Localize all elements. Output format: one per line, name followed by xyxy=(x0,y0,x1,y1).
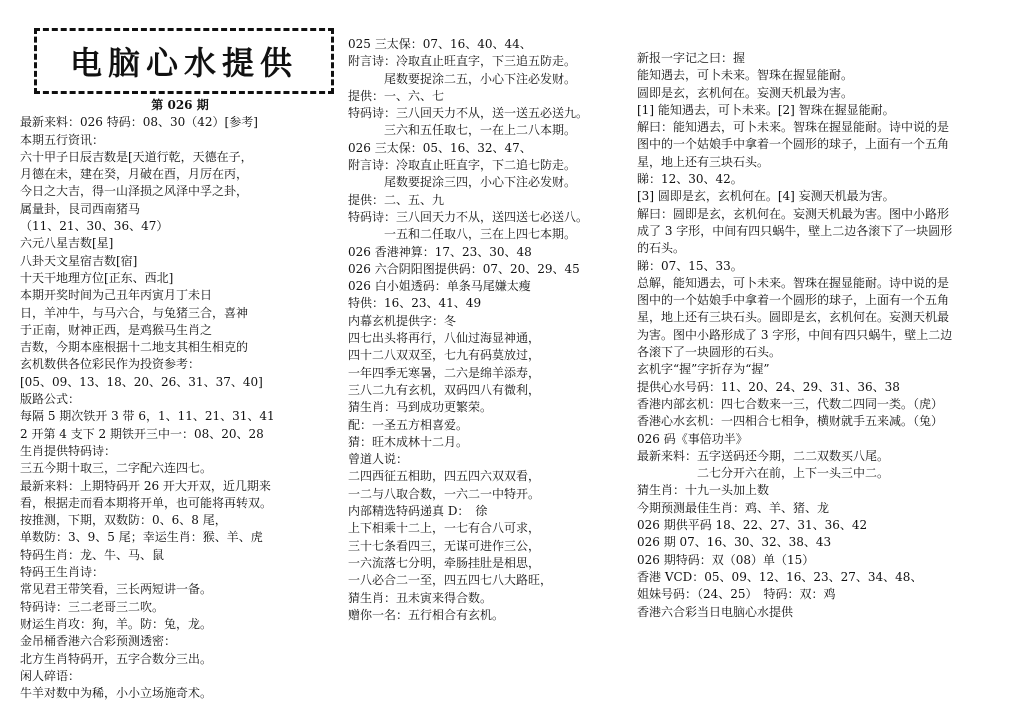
text-line: 附言诗：冷取直止旺直字，下三追五防走。 xyxy=(348,54,577,69)
text-line: 026 期 07、16、30、32、38、43 xyxy=(637,535,832,550)
text-line: 四七出头将再行，八仙过海显神通， xyxy=(348,331,541,346)
text-line: 特码王生肖诗： xyxy=(20,565,105,580)
text-line: 特码生肖：龙、牛、马、鼠 xyxy=(20,547,165,562)
text-line: 一年四季无寒暑，二六是绵羊添寿， xyxy=(348,365,541,380)
text-line: 二七分开六在前，上下一头三中二。 xyxy=(637,466,890,481)
text-line: 六元八星吉数[星] xyxy=(20,236,114,251)
text-line: 026 期特码：双（08）单（15） xyxy=(637,552,815,567)
text-line: 版路公式： xyxy=(20,392,81,407)
text-line: 姐妹号码：（24、25） 特码：双：鸡 xyxy=(637,587,836,602)
text-line: 吉数，今期本座根据十二地支其相生相克的 xyxy=(20,340,249,355)
text-line: 赠你一名：五行相合有玄机。 xyxy=(348,607,505,622)
text-line: 香港内部玄机：四七合数来一三，代数二四同一类。（虎） xyxy=(637,396,944,411)
text-line: 八卦天文星宿吉数[宿] xyxy=(20,253,138,268)
text-line: 配：一圣五方相喜爱。 xyxy=(348,417,469,432)
text-line: 看，根据走而看本期将开单，也可能将再转双。 xyxy=(20,495,273,510)
text-line: 上下相乘十二上，一七有合八可求， xyxy=(348,521,541,536)
text-line: 星，地上还有三块石头。圆即是玄，玄机何在。妄测天机最 xyxy=(637,310,950,325)
text-line: 今期预测最佳生肖：鸡、羊、猪、龙 xyxy=(637,500,830,515)
text-line: 尾数要捉涂三四，小心下注必发财。 xyxy=(348,175,577,190)
text-line: 猜：旺木成林十二月。 xyxy=(348,434,469,449)
text-line: 曾道人说： xyxy=(348,452,409,467)
text-line: 提供：一、六、七 xyxy=(348,88,445,103)
text-line: 二四西征五相助，四五四六双双看， xyxy=(348,469,541,484)
page-title: 电脑心水提供 xyxy=(69,44,298,82)
title-box xyxy=(34,28,334,94)
text-line: 一二与八取合数，一六二一中特开。 xyxy=(348,486,541,501)
text-line: 闲人碎语： xyxy=(20,668,81,683)
text-line: 图中的一个姑娘手中拿着一个圆形的球子，上面有一个五角 xyxy=(637,293,950,308)
text-line: 各滚下了一块圆形的石头。 xyxy=(637,345,782,360)
text-line: 单数防：3、9、5 尾；幸运生肖：猴、羊、虎 xyxy=(20,530,263,545)
text-line: 的石头。 xyxy=(637,241,686,256)
text-line: 本期五行资讯： xyxy=(20,132,105,147)
text-line: 最新来料：026 特码：08、30（42）[参考] xyxy=(20,115,258,130)
text-line: 本期开奖时间为己丑年丙寅月丁未日 xyxy=(20,288,213,303)
text-line: 猜生肖：马到成功更繁荣。 xyxy=(348,400,493,415)
text-line: 睇：07、15、33。 xyxy=(637,258,743,273)
text-line: 香港心水玄机：一四相合七相争，横财就手五来减。（兔） xyxy=(637,414,944,429)
text-line: 按推测，下期，双数防：0、6、8 尾， xyxy=(20,513,227,528)
text-line: 三十七条看四三，无谋可进作三公， xyxy=(348,538,541,553)
text-line: 财运生肖攻：狗，羊。防：兔，龙。 xyxy=(20,616,213,631)
text-line: [3] 圆即是玄，玄机何在。[4] 妄测天机最为害。 xyxy=(637,189,895,204)
text-line: 睇：12、30、42。 xyxy=(637,172,743,187)
text-line: 三五今期十取三，二字配六连四七。 xyxy=(20,461,213,476)
text-line: 026 白小姐透码：单条马尾嫌太瘦 xyxy=(348,279,531,294)
text-line: 最新来料：五字送码还今期，二二双数买八尾。 xyxy=(637,448,890,463)
text-line: 026 期供平码 18、22、27、31、36、42 xyxy=(637,518,868,533)
text-line: 圆即是玄，玄机何在。妄测天机最为害。 xyxy=(637,85,854,100)
text-line: 新报一字记之曰：握 xyxy=(637,51,746,65)
text-line: 日，羊冲牛，与马六合，与兔猪三合，喜神 xyxy=(20,305,249,320)
text-line: 内部精选特码递真 D： 徐 xyxy=(348,504,488,519)
text-line: 为害。图中小路形成了 3 字形，中间有四只蜗牛，壁上二边 xyxy=(637,327,953,342)
text-line: 026 码《事倍功半》 xyxy=(637,431,748,446)
text-line: 一六流落七分明，牵肠挂肚是相思， xyxy=(348,555,541,570)
text-line: 一八必合二一至，四五四七八大路旺， xyxy=(348,573,553,588)
text-line: 牛羊对数中为稀，小小立场施奇术。 xyxy=(20,686,213,701)
text-line: 2 开第 4 支下 2 期铁开三中一：08、20、28 xyxy=(20,426,264,441)
text-line: 内幕玄机提供字：冬 xyxy=(348,313,457,328)
text-line: 属量卦，艮司西南猪马 xyxy=(20,201,141,216)
text-line: 金吊桶香港六合彩预测透密： xyxy=(20,634,177,649)
text-line: 最新来料：上期特码开 26 开大开双，近几期来 xyxy=(20,478,271,493)
text-line: 于正南，财神正西，是鸡猴马生肖之 xyxy=(20,322,213,337)
text-line: 特供：16、23、41、49 xyxy=(348,296,482,311)
text-line: 图中的一个姑娘手中拿着一个圆形的球子，上面有一个五角 xyxy=(637,137,950,152)
text-line: [1] 能知遇去，可卜未来。[2] 智珠在握显能耐。 xyxy=(637,102,895,117)
text-line: 解曰：能知遇去，可卜未来。智珠在握显能耐。诗中说的是 xyxy=(637,120,950,135)
text-line: 026 香港神算：17、23、30、48 xyxy=(348,244,532,259)
text-line: 特码诗：三二老哥三二吹。 xyxy=(20,599,165,614)
text-line: 三六和五任取七，一在上二八本期。 xyxy=(348,123,577,138)
text-line: 能知遇去，可卜未来。智珠在握显能耐。 xyxy=(637,68,854,83)
text-line: 香港 VCD：05、09、12、16、23、27、34、48、 xyxy=(637,569,923,584)
text-line: 玄机数供各位彩民作为投资参考： xyxy=(20,357,201,372)
middle-column xyxy=(348,36,613,624)
text-line: 总解，能知遇去，可卜未来。智珠在握显能耐。诗中说的是 xyxy=(637,275,950,290)
text-line: 一五和二任取八，三在上四七本期。 xyxy=(348,227,577,242)
text-line: 玄机字“握”字折存为“握” xyxy=(637,362,770,377)
text-line: 北方生肖特码开，五字合数分三出。 xyxy=(20,651,213,666)
text-line: 月德在未，建在癸，月破在酉，月厉在丙， xyxy=(20,167,249,182)
text-line: 猜生肖：丑未寅来得合数。 xyxy=(348,590,493,605)
text-line: 026 六合阴阳图提供码：07、20、29、45 xyxy=(348,261,580,276)
text-line: 成了 3 字形，中间有四只蜗牛，壁上二边各滚下了一块圆形 xyxy=(637,223,953,238)
text-line: 六十甲子日辰吉数是[天道行乾，天德在子， xyxy=(20,149,253,164)
text-line: 解曰：圆即是玄，玄机何在。妄测天机最为害。图中小路形 xyxy=(637,206,950,221)
text-line: 猜生肖：十九一头加上数 xyxy=(637,483,770,498)
text-line: 生肖提供特码诗： xyxy=(20,443,117,458)
text-line: （11、21、30、36、47） xyxy=(20,219,169,234)
text-line: 第 026 期 xyxy=(151,98,209,112)
text-line: 特码诗：三八回天力不从，送一送五必送九。 xyxy=(348,106,589,121)
text-line: 十天干地理方位[正东、西北] xyxy=(20,270,174,285)
text-line: 尾数要捉涂二五，小心下注必发财。 xyxy=(348,71,577,86)
text-line: 025 三太保：07、16、40、44、 xyxy=(348,37,532,51)
text-line: 常见君王带笑看，三长两短讲一备。 xyxy=(20,582,213,597)
text-line: 三八二九有玄机，双码四八有微利， xyxy=(348,382,541,397)
text-line: 星，地上还有三块石头。 xyxy=(637,154,770,169)
text-line: 026 三太保：05、16、32、47、 xyxy=(348,140,532,155)
left-column xyxy=(20,97,340,702)
text-line: 提供心水号码：11、20、24、29、31、36、38 xyxy=(637,379,900,394)
text-line: 四十二八双双至，七九有码莫放过， xyxy=(348,348,541,363)
text-line: [05、09、13、18、20、26、31、37、40] xyxy=(20,374,263,389)
text-line: 今日之大吉，得一山泽损之风泽中孚之卦， xyxy=(20,184,249,199)
text-line: 每隔 5 期次铁开 3 带 6，1、11、21、31、41 xyxy=(20,409,275,424)
text-line: 附言诗：冷取直止旺直字，下二追七防走。 xyxy=(348,158,577,173)
right-column xyxy=(637,50,1002,621)
text-line: 提供：二、五、九 xyxy=(348,192,445,207)
text-line: 香港六合彩当日电脑心水提供 xyxy=(637,604,794,619)
text-line: 特码诗：三八回天力不从，送四送七必送八。 xyxy=(348,209,589,224)
